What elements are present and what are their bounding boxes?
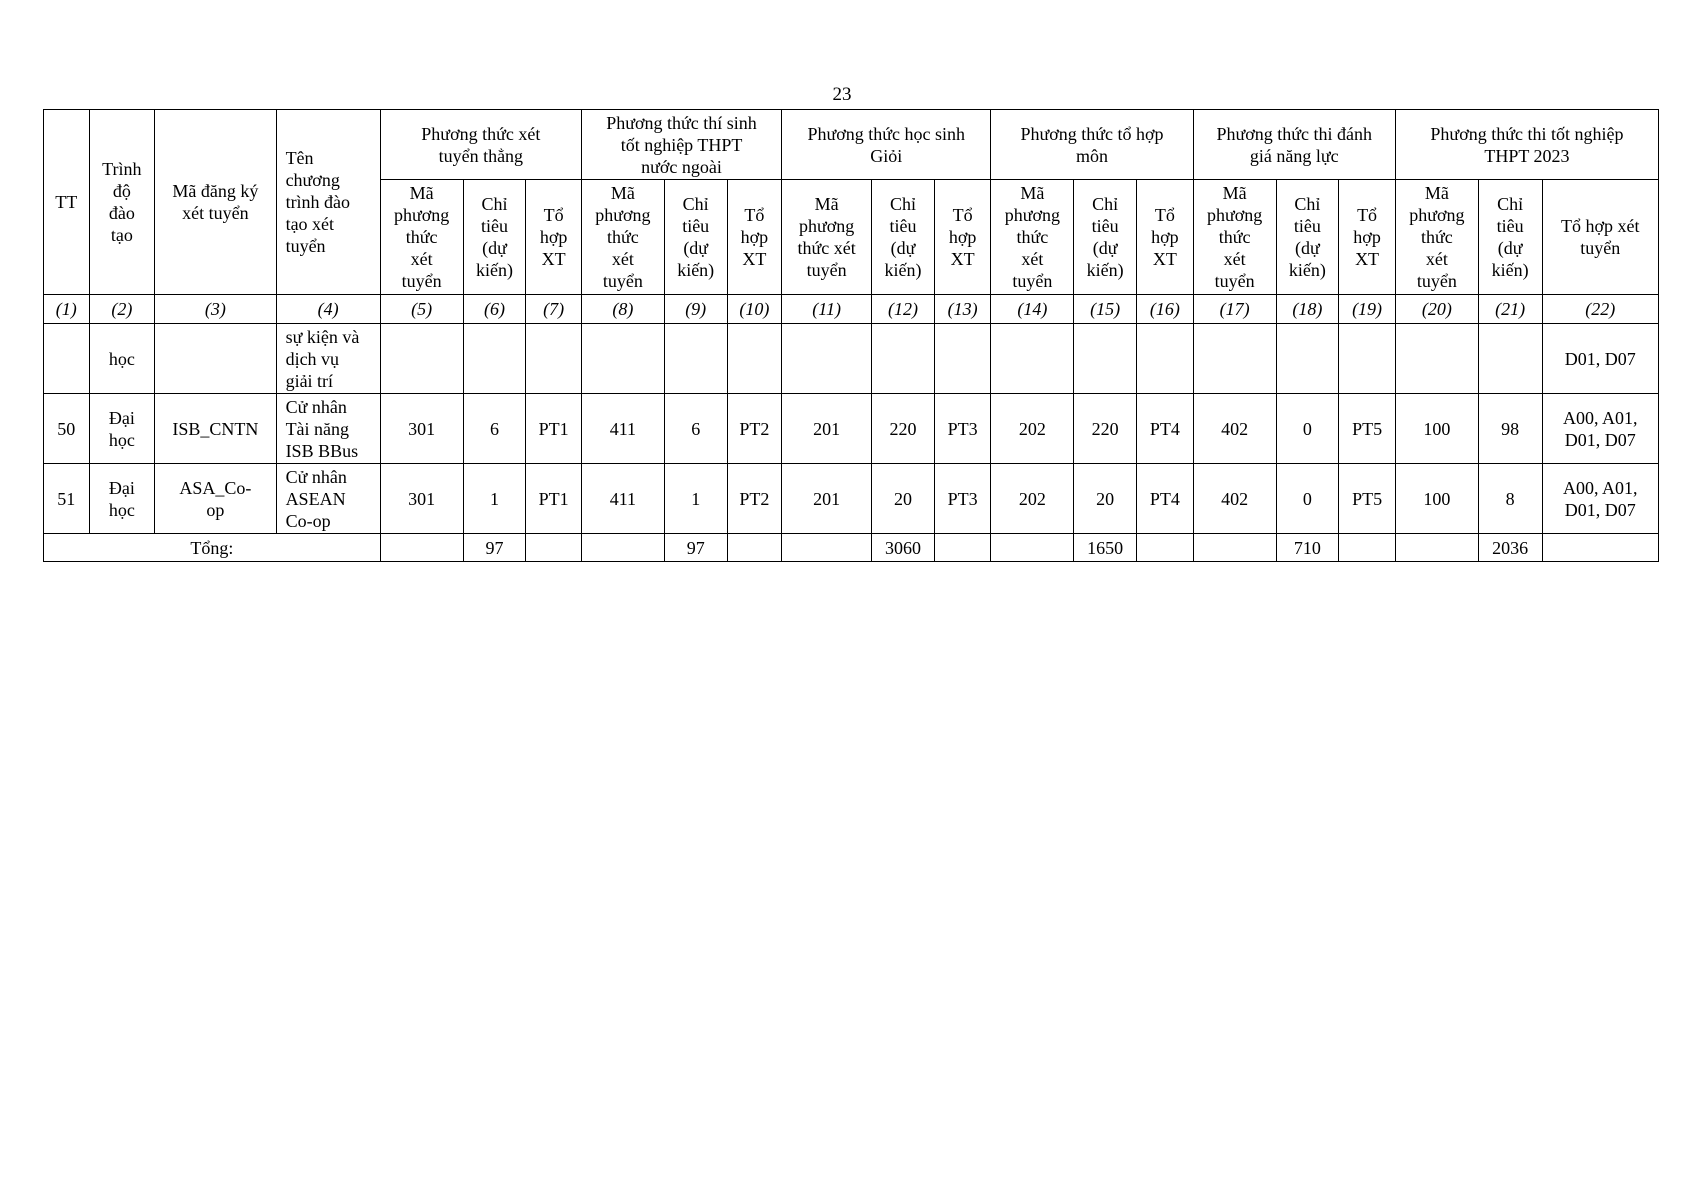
column-number: (20) — [1395, 295, 1478, 324]
table-row — [44, 324, 1659, 394]
sub-header: Tổ hợp xét tuyển — [1542, 180, 1659, 295]
table-cell — [44, 324, 90, 394]
header-row-groups — [44, 110, 1659, 180]
table-cell: học — [89, 324, 155, 394]
total-cell — [1193, 534, 1276, 562]
column-number: (14) — [991, 295, 1074, 324]
column-number: (17) — [1193, 295, 1276, 324]
table-cell: 411 — [581, 464, 664, 534]
table-cell: 1 — [664, 464, 727, 534]
sub-header: Mã phương thức xét tuyển — [380, 180, 463, 295]
sub-header: Chỉ tiêu (dự kiến) — [463, 180, 526, 295]
total-cell — [727, 534, 782, 562]
table-cell: 100 — [1395, 394, 1478, 464]
column-number: (13) — [934, 295, 991, 324]
table-cell: PT4 — [1137, 464, 1194, 534]
table-cell — [526, 324, 582, 394]
table-cell: 20 — [872, 464, 935, 534]
header-group-to-hop-mon: Phương thức tổ hợp môn — [991, 110, 1193, 180]
table-cell: 0 — [1276, 394, 1339, 464]
column-number: (9) — [664, 295, 727, 324]
total-cell — [991, 534, 1074, 562]
table-row — [44, 394, 1659, 464]
sub-header: Chỉ tiêu (dự kiến) — [664, 180, 727, 295]
column-number: (15) — [1074, 295, 1137, 324]
total-cell — [782, 534, 872, 562]
table-cell — [155, 324, 276, 394]
table-cell: 301 — [380, 394, 463, 464]
table-cell: ISB_CNTN — [155, 394, 276, 464]
column-number: (11) — [782, 295, 872, 324]
table-cell: Đại học — [89, 464, 155, 534]
table-cell: 402 — [1193, 464, 1276, 534]
page-number: 23 — [832, 84, 852, 105]
column-number: (7) — [526, 295, 582, 324]
sub-header: Chỉ tiêu (dự kiến) — [1074, 180, 1137, 295]
table-cell — [380, 324, 463, 394]
table-cell: 301 — [380, 464, 463, 534]
table-cell: 411 — [581, 394, 664, 464]
table-cell: PT5 — [1339, 464, 1396, 534]
total-cell — [1395, 534, 1478, 562]
column-number: (8) — [581, 295, 664, 324]
total-cell — [581, 534, 664, 562]
table-cell: 6 — [463, 394, 526, 464]
table-cell: PT1 — [526, 464, 582, 534]
total-cell — [1542, 534, 1659, 562]
table-cell: 1 — [463, 464, 526, 534]
column-number: (12) — [872, 295, 935, 324]
total-cell: 710 — [1276, 534, 1339, 562]
table-cell: 402 — [1193, 394, 1276, 464]
table-cell: 51 — [44, 464, 90, 534]
header-group-danh-gia-nang-luc: Phương thức thi đánh giá năng lực — [1193, 110, 1395, 180]
table-cell — [727, 324, 782, 394]
sub-header: Tổ hợp XT — [1339, 180, 1396, 295]
sub-header: Chỉ tiêu (dự kiến) — [1276, 180, 1339, 295]
table-cell: PT2 — [727, 394, 782, 464]
table-cell: PT4 — [1137, 394, 1194, 464]
header-trinh-do: Trình độ đào tạo — [89, 110, 155, 295]
table-cell — [934, 324, 991, 394]
table-cell: 20 — [1074, 464, 1137, 534]
total-cell: 97 — [664, 534, 727, 562]
table-cell: 6 — [664, 394, 727, 464]
column-number: (18) — [1276, 295, 1339, 324]
table-cell: A00, A01, D01, D07 — [1542, 394, 1659, 464]
table-cell: 100 — [1395, 464, 1478, 534]
table-cell — [1395, 324, 1478, 394]
sub-header: Mã phương thức xét tuyển — [1193, 180, 1276, 295]
sub-header: Tổ hợp XT — [934, 180, 991, 295]
sub-header: Mã phương thức xét tuyển — [782, 180, 872, 295]
table-cell: sự kiện và dịch vụ giải trí — [276, 324, 380, 394]
total-label: Tổng: — [44, 534, 381, 562]
table-row — [44, 464, 1659, 534]
column-number: (19) — [1339, 295, 1396, 324]
sub-header: Tổ hợp XT — [526, 180, 582, 295]
table-cell — [1137, 324, 1194, 394]
header-group-xet-tuyen-thang: Phương thức xét tuyển thẳng — [380, 110, 581, 180]
table-cell: PT3 — [934, 464, 991, 534]
sub-header: Tổ hợp XT — [1137, 180, 1194, 295]
table-cell: Cử nhân Tài năng ISB BBus — [276, 394, 380, 464]
table-cell: 220 — [1074, 394, 1137, 464]
column-number: (2) — [89, 295, 155, 324]
table-cell — [581, 324, 664, 394]
column-number: (10) — [727, 295, 782, 324]
table-cell: 0 — [1276, 464, 1339, 534]
table-cell — [1339, 324, 1396, 394]
sub-header: Chỉ tiêu (dự kiến) — [872, 180, 935, 295]
total-cell: 2036 — [1478, 534, 1542, 562]
column-number: (6) — [463, 295, 526, 324]
table-cell: 8 — [1478, 464, 1542, 534]
admission-table — [43, 109, 1659, 562]
table-cell — [782, 324, 872, 394]
column-number-row — [44, 295, 1659, 324]
total-cell: 97 — [463, 534, 526, 562]
table-cell — [1276, 324, 1339, 394]
table-cell: ASA_Co- op — [155, 464, 276, 534]
table-cell: 202 — [991, 464, 1074, 534]
total-cell — [934, 534, 991, 562]
sub-header: Mã phương thức xét tuyển — [991, 180, 1074, 295]
table-cell: Cử nhân ASEAN Co-op — [276, 464, 380, 534]
table-cell: 202 — [991, 394, 1074, 464]
table-cell — [872, 324, 935, 394]
header-tt: TT — [44, 110, 90, 295]
sub-header: Mã phương thức xét tuyển — [581, 180, 664, 295]
column-number: (1) — [44, 295, 90, 324]
table-cell: 50 — [44, 394, 90, 464]
total-cell: 3060 — [872, 534, 935, 562]
column-number: (21) — [1478, 295, 1542, 324]
total-cell — [526, 534, 582, 562]
sub-header: Tổ hợp XT — [727, 180, 782, 295]
header-ten-chuong-trinh: Tên chương trình đào tạo xét tuyển — [276, 110, 380, 295]
table-cell: PT5 — [1339, 394, 1396, 464]
header-group-tot-nghiep-thpt: Phương thức thi tốt nghiệp THPT 2023 — [1395, 110, 1658, 180]
table-cell — [1074, 324, 1137, 394]
table-cell: A00, A01, D01, D07 — [1542, 464, 1659, 534]
column-number: (5) — [380, 295, 463, 324]
total-cell: 1650 — [1074, 534, 1137, 562]
table-cell: 201 — [782, 464, 872, 534]
header-group-hoc-sinh-gioi: Phương thức học sinh Giỏi — [782, 110, 991, 180]
table-cell — [991, 324, 1074, 394]
total-cell — [1339, 534, 1396, 562]
table-cell: PT1 — [526, 394, 582, 464]
table-cell — [463, 324, 526, 394]
header-ma-dang-ky: Mã đăng ký xét tuyển — [155, 110, 276, 295]
header-group-thpt-nuoc-ngoai: Phương thức thí sinh tốt nghiệp THPT nước ngoài — [581, 110, 781, 180]
table-cell: 98 — [1478, 394, 1542, 464]
total-row — [44, 534, 1659, 562]
sub-header: Mã phương thức xét tuyển — [1395, 180, 1478, 295]
table-cell — [664, 324, 727, 394]
table-cell: 201 — [782, 394, 872, 464]
column-number: (3) — [155, 295, 276, 324]
table-cell — [1478, 324, 1542, 394]
column-number: (16) — [1137, 295, 1194, 324]
table-cell: 220 — [872, 394, 935, 464]
table-cell — [1193, 324, 1276, 394]
table-cell: D01, D07 — [1542, 324, 1659, 394]
column-number: (22) — [1542, 295, 1659, 324]
table-cell: PT2 — [727, 464, 782, 534]
table-cell: PT3 — [934, 394, 991, 464]
table-cell: Đại học — [89, 394, 155, 464]
total-cell — [1137, 534, 1194, 562]
sub-header: Chỉ tiêu (dự kiến) — [1478, 180, 1542, 295]
total-cell — [380, 534, 463, 562]
column-number: (4) — [276, 295, 380, 324]
